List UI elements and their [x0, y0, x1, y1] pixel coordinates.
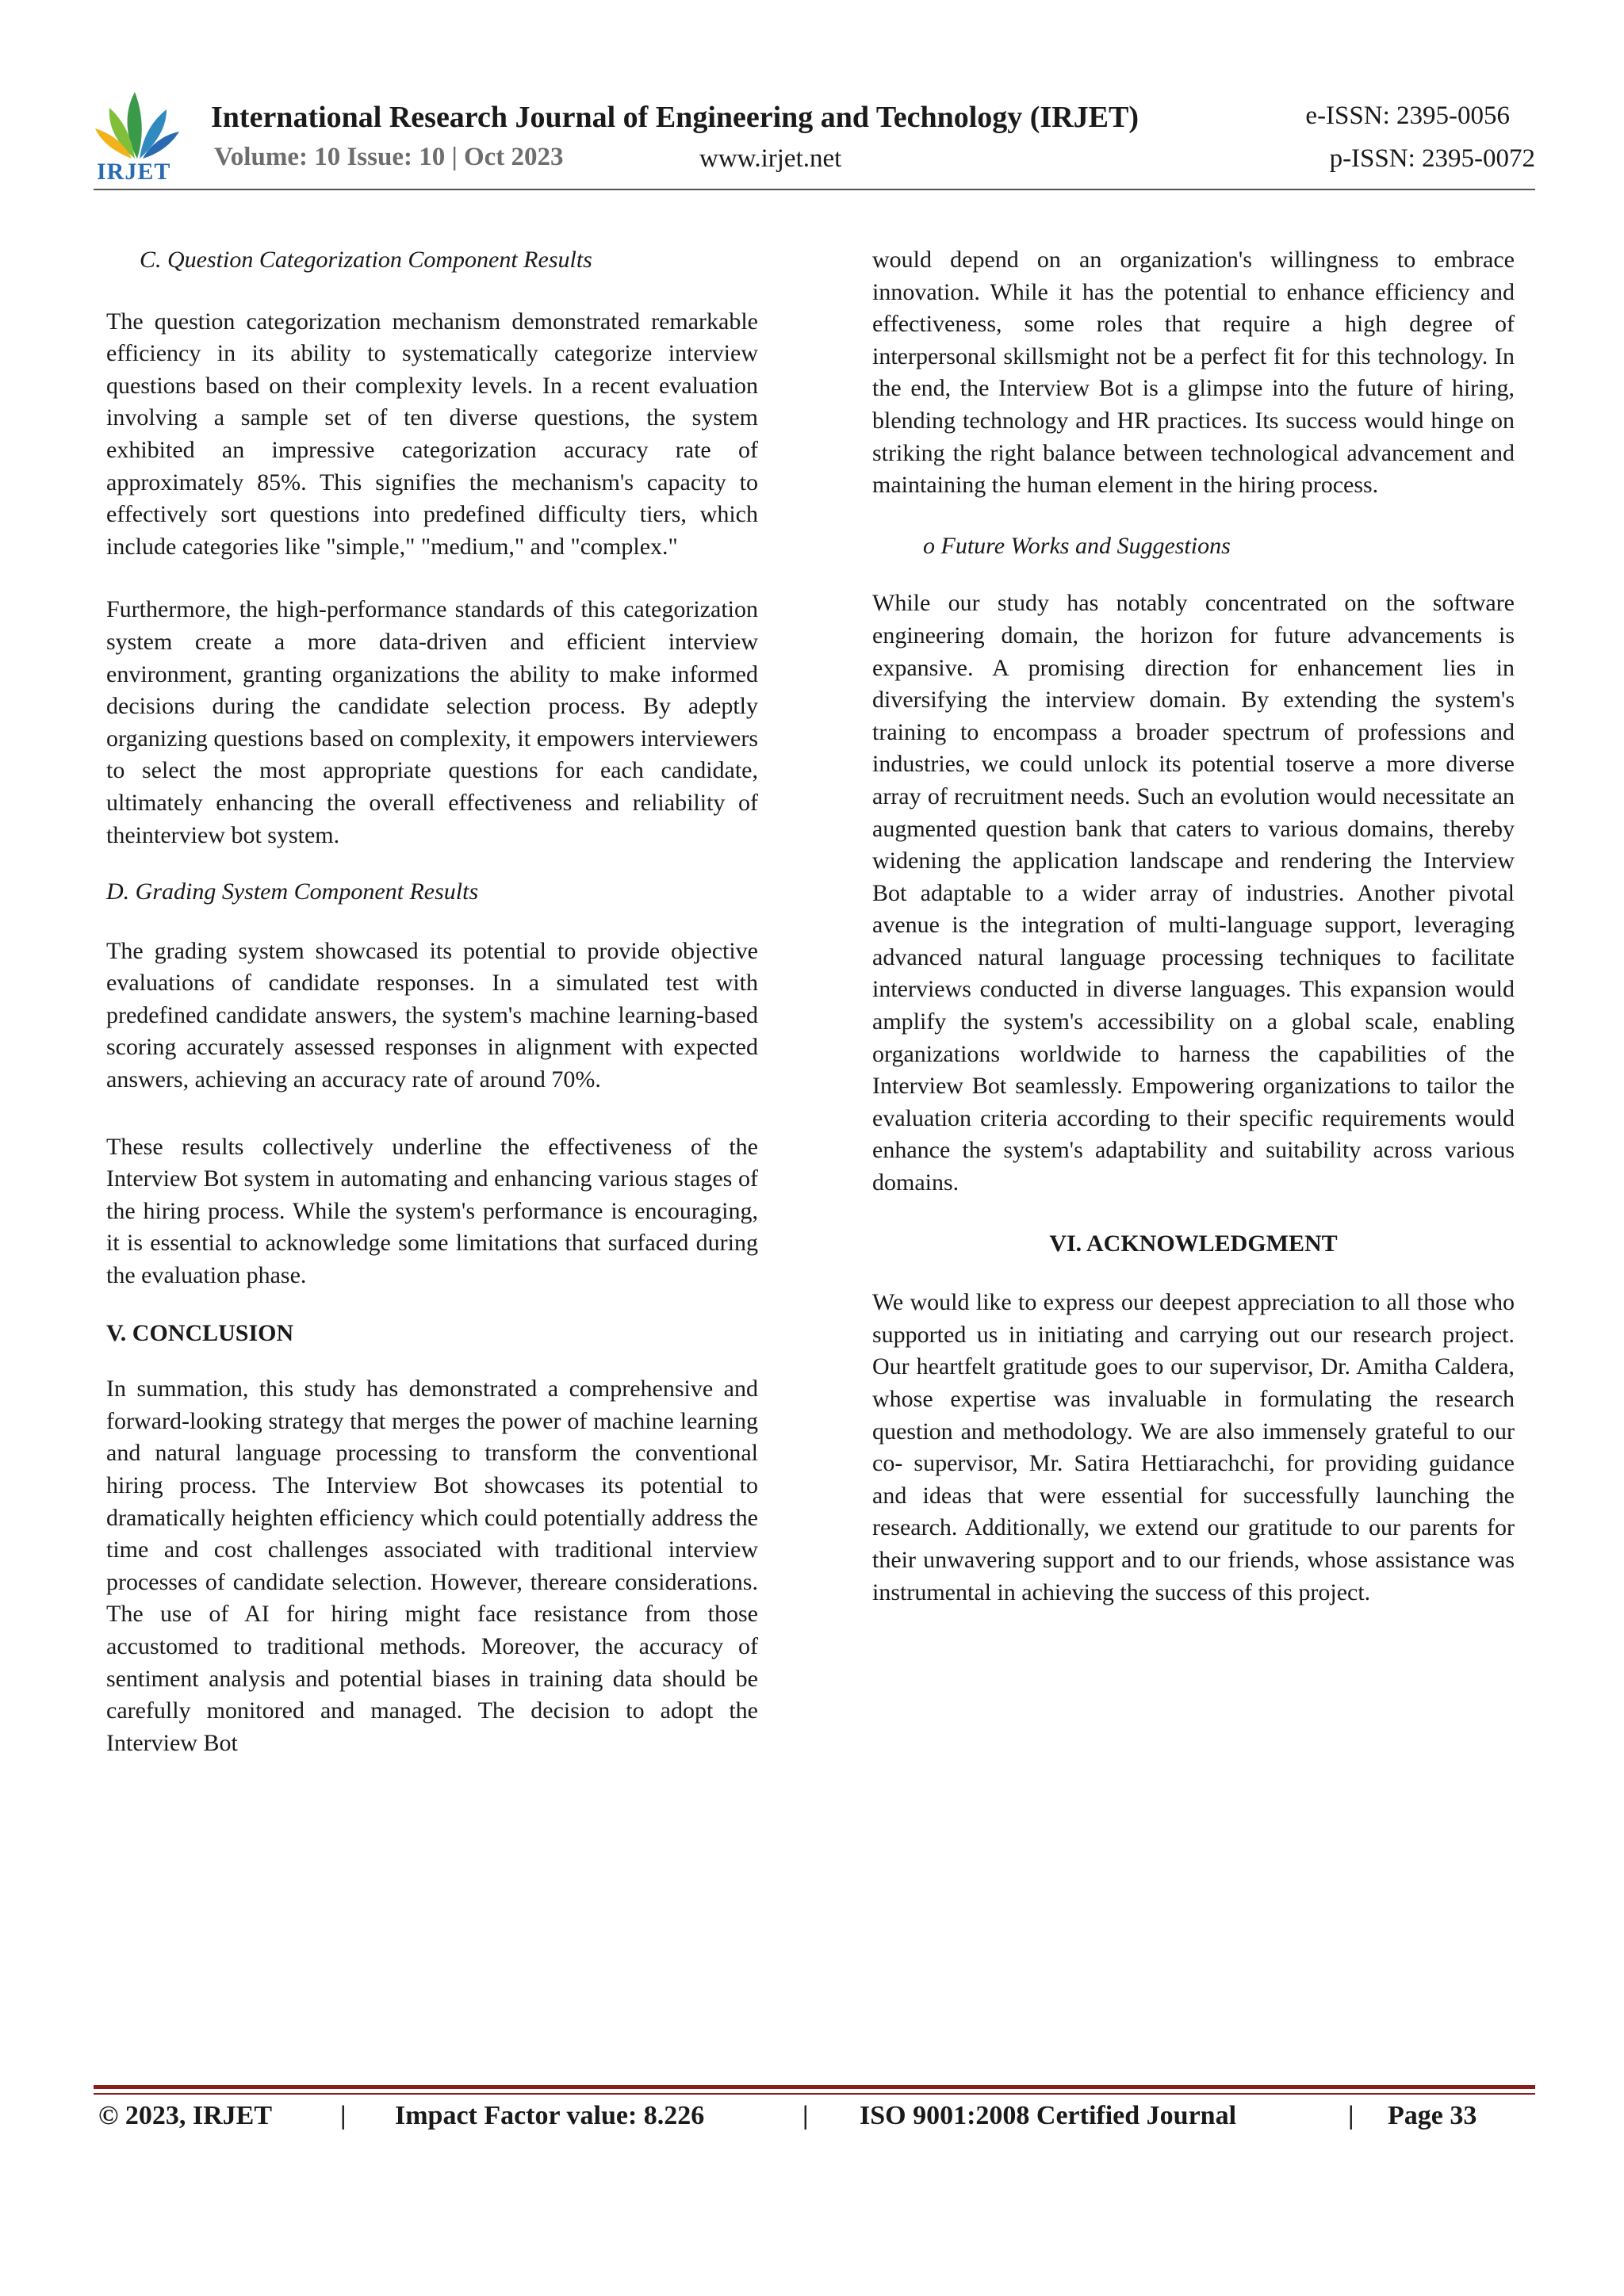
page-number: Page 33: [1388, 2101, 1477, 2130]
paragraph: The grading system showcased its potential to provide objective evaluations of candidate responses. In a simulated test with predefined candidate answers, the system's machine learning-based scoring accurately assessed responses in alignment with expected answers, achieving an accuracy rate of around 70%.: [106, 937, 758, 1093]
footer-separator: |: [340, 2101, 347, 2130]
page-header: [94, 89, 1535, 190]
footer-separator: |: [802, 2101, 809, 2130]
footer-divider-thin: [94, 2093, 1535, 2095]
subsection-d-heading: D. Grading System Component Results: [106, 878, 479, 905]
leaf-logo-icon: [94, 89, 181, 162]
subsection-c-heading: C. Question Categorization Component Results: [140, 247, 592, 273]
footer-divider: [94, 2085, 1535, 2089]
paragraph: would depend on an organization's willingness to embrace innovation. While it has the potential to enhance efficiency and effectiveness, some roles that require a high degree of interpersonal skillsmight not be a perfect fit for this technology. In the end, the Interview Bot is a glimpse into the future of hiring, blending technology and HR practices. Its success would hinge on striking the right balance between technological advancement and maintaining the human element in the hiring process.: [872, 247, 1515, 499]
paragraph: Furthermore, the high-performance standards of this categorization system create a more data-driven and efficient interview environment, granting organizations the ability to make informed decisions during the candidate selection process. By adeptly organizing questions based on complexity, it empowers interviewers to select the most appropriate questions for each candidate, ultimately enhancing the overall effectiveness and reliability of theinterview bot system.: [106, 596, 758, 848]
header-divider: [94, 189, 1535, 190]
volume-issue: Volume: 10 Issue: 10 | Oct 2023: [214, 143, 564, 171]
copyright: © 2023, IRJET: [98, 2101, 273, 2130]
paragraph: In summation, this study has demonstrated a comprehensive and forward-looking strategy that merges the power of machine learning and natural language processing to transform the conventional hiring process. The Interview Bot showcases its potential to dramatically heighten efficiency which could potentially address the time and cost challenges associated with traditional interview processes of candidate selection. However, thereare considerations. The use of AI for hiring might face resistance from those accustomed to traditional methods. Moreover, the accuracy of sentiment analysis and potential biases in training data should be carefully monitored and managed. The decision to adopt the Interview Bot: [106, 1376, 758, 1756]
left-column: [106, 244, 758, 1759]
website-link[interactable]: www.irjet.net: [699, 144, 842, 173]
paragraph: While our study has notably concentrated on the software engineering domain, the horizon for future advancements is expansive. A promising direction for enhancement lies in diversifying the interview domain. By extending the system's training to encompass a broader spectrum of professions and industries, we could unlock its potential toserve a more diverse array of recruitment needs. Such an evolution would necessitate an augmented question bank that caters to various domains, thereby widening the application landscape and rendering the Interview Bot adaptable to a wider array of industries. Another pivotal avenue is the integration of multi-language support, leveraging advanced natural language processing techniques to facilitate interviews conducted in diverse languages. This expansion would amplify the system's accessibility on a global scale, enabling organizations worldwide to harness the capabilities of the Interview Bot seamlessly. Empowering organizations to tailor the evaluation criteria according to their specific requirements would enhance the system's adaptability and suitability across various domains.: [872, 590, 1515, 1196]
paragraph: The question categorization mechanism demonstrated remarkable efficiency in its ability to systematically categorize interview questions based on their complexity levels. In a recent evaluation involving a sample set of ten diverse questions, the system exhibited an impressive categorization accuracy rate of approximately 85%. This signifies the mechanism's capacity to effectively sort questions into predefined difficulty tiers, which include categories like "simple," "medium," and "complex.": [106, 308, 758, 560]
paragraph: We would like to express our deepest appreciation to all those who supported us in initiating and carrying out our research project. Our heartfelt gratitude goes to our supervisor, Dr. Amitha Caldera, whose expertise was invaluable in formulating the research question and methodology. We are also immensely grateful to our co- supervisor, Mr. Satira Hettiarachchi, for providing guidance and ideas that were essential for successfully launching the research. Additionally, we extend our gratitude to our parents for their unwavering support and to our friends, whose assistance was instrumental in achieving the success of this project.: [872, 1289, 1515, 1605]
footer-separator: |: [1348, 2101, 1354, 2130]
irjet-logo: [94, 89, 181, 189]
right-column: [872, 244, 1515, 1609]
p-issn: p-ISSN: 2395-0072: [1329, 144, 1535, 173]
section-v-heading: V. CONCLUSION: [106, 1319, 294, 1346]
e-issn: e-ISSN: 2395-0056: [1305, 101, 1510, 130]
iso-certification: ISO 9001:2008 Certified Journal: [860, 2101, 1237, 2130]
journal-title: International Research Journal of Engineering and Technology (IRJET): [211, 101, 1139, 134]
paragraph: These results collectively underline the effectiveness of the Interview Bot system in automating and enhancing various stages of the hiring process. While the system's performance is encouraging, it is essential to acknowledge some limitations that surfaced during the evaluation phase.: [106, 1133, 758, 1289]
logo-text: IRJET: [97, 159, 171, 185]
impact-factor: Impact Factor value: 8.226: [395, 2101, 705, 2130]
future-works-heading: o Future Works and Suggestions: [923, 532, 1231, 559]
section-vi-heading: VI. ACKNOWLEDGMENT: [1049, 1230, 1338, 1257]
